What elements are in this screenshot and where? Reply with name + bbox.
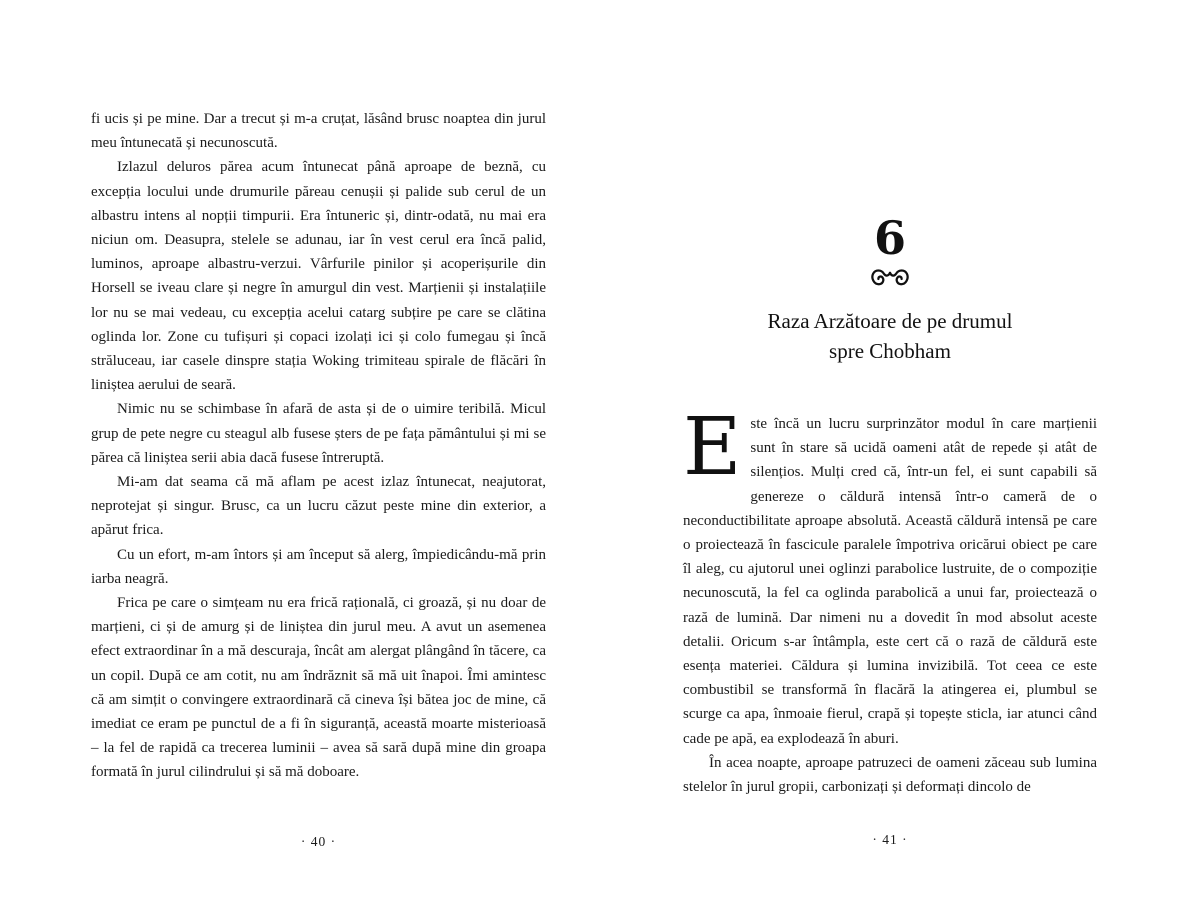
- fleuron-divider-icon: [683, 266, 1097, 293]
- chapter-title: [683, 306, 1097, 366]
- page-right: [683, 0, 1097, 799]
- chapter-number: 6: [873, 211, 906, 265]
- right-text-column: [683, 400, 1097, 799]
- paragraph: Izlazul deluros părea acum întunecat până aproape de beznă, cu excepția locului unde drumurile păreau cenușii și palide sub cerul de un albastru intens al nopții timpurii. Era întuneric și, dintr-odată, nu mai era niciun om. Deasupra, stelele se adunau, iar în vest cerul era încă palid, luminos, aproape albastru-verzui. Vârfurile pinilor și acoperișurile din Horsell se iveau clare și negre în amurgul din vest. Marțienii și instalațiile lor nu se mai vedeau, cu excepția acelui catarg subțire pe care se clătina oglinda lor. Zone cu tufișuri și copaci izolați ici și colo fumegau și încă străluceau, iar casele dinspre stația Woking trimiteau spirale de flăcări în liniștea aerului de seară.: [91, 159, 546, 394]
- chapter-title-line1: Raza Arzătoare de pe drumul: [767, 309, 1013, 333]
- paragraph: Mi-am dat seama că mă aflam pe acest izlaz întunecat, neajutorat, neprotejat și singur. Brusc, ca un lucru căzut peste mine din exterior, a apărut frica.: [91, 474, 546, 539]
- page-number-right: · 41 ·: [872, 832, 908, 847]
- page-left: [91, 107, 546, 785]
- page-number-left: · 40 ·: [300, 834, 337, 849]
- paragraph: Frica pe care o simțeam nu era frică rațională, ci groază, și nu doar de marțieni, ci și de amurg și de liniștea din jurul meu. A avut un asemenea efect extraordinar în a mă descuraja, încât am alergat plângând în tăcere, ca un copil. După ce am cotit, nu am îndrăznit să mă uit înapoi. Îmi amintesc că am simțit o convingere extraordinară că cineva își bătea joc de mine, că imediat ce eram pe punctul de a fi în siguranță, această moarte misterioasă – la fel de rapidă ca trecerea luminii – avea să sară după mine din groapa formată în jurul cilindrului și să mă doboare.: [91, 595, 546, 781]
- paragraph: fi ucis și pe mine. Dar a trecut și m-a cruțat, lăsând brusc noaptea din jurul meu întunecată și necunoscută.: [91, 111, 546, 152]
- drop-cap: E: [683, 400, 742, 493]
- paragraph: În acea noapte, aproape patruzeci de oameni zăceau sub lumina stelelor în jurul gropii, carbonizați și deformați dincolo de: [683, 754, 1097, 796]
- paragraph: [683, 400, 1097, 751]
- paragraph-text: ste încă un lucru surprinzător modul în care marțienii sunt în stare să ucidă oameni atât de repede și atât de silențios. Mulți cred că, într-un fel, ei sunt capabili să genereze o căldură intensă într-o cameră de o neconductibilitate aproape absolută. Această căldură intensă pe care o proiectează în fascicule paralele împotriva oricărui obiect pe care îl aleg, cu ajutorul unei oglinzi parabolice lustruite, de o compoziție necunoscută, la fel ca oglinda parabolică a unui far, proiectează o rază de lumină. Dar nimeni nu a dovedit în mod absolut aceste detalii. Oricum s-ar întâmpla, este cert că o rază de căldură este esența materiei. Căldura și lumina invizibilă. Tot ceea ce este combustibil se transformă în flacără la atingerea ei, plumbul se scurge ca apa, înmoaie fierul, crapă și topește sticla, iar atunci când cade pe apă, ea explodează în aburi.: [683, 416, 1097, 747]
- paragraph: Nimic nu se schimbase în afară de asta și de o uimire teribilă. Micul grup de pete negre cu steagul alb fusese șters de pe fața pământului și mi se părea că liniștea serii abia dacă fusese întreruptă.: [91, 401, 546, 466]
- chapter-title-line2: spre Chobham: [829, 339, 951, 363]
- paragraph: Cu un efort, m-am întors și am început să alerg, împiedicându-mă prin iarba neagră.: [91, 546, 546, 587]
